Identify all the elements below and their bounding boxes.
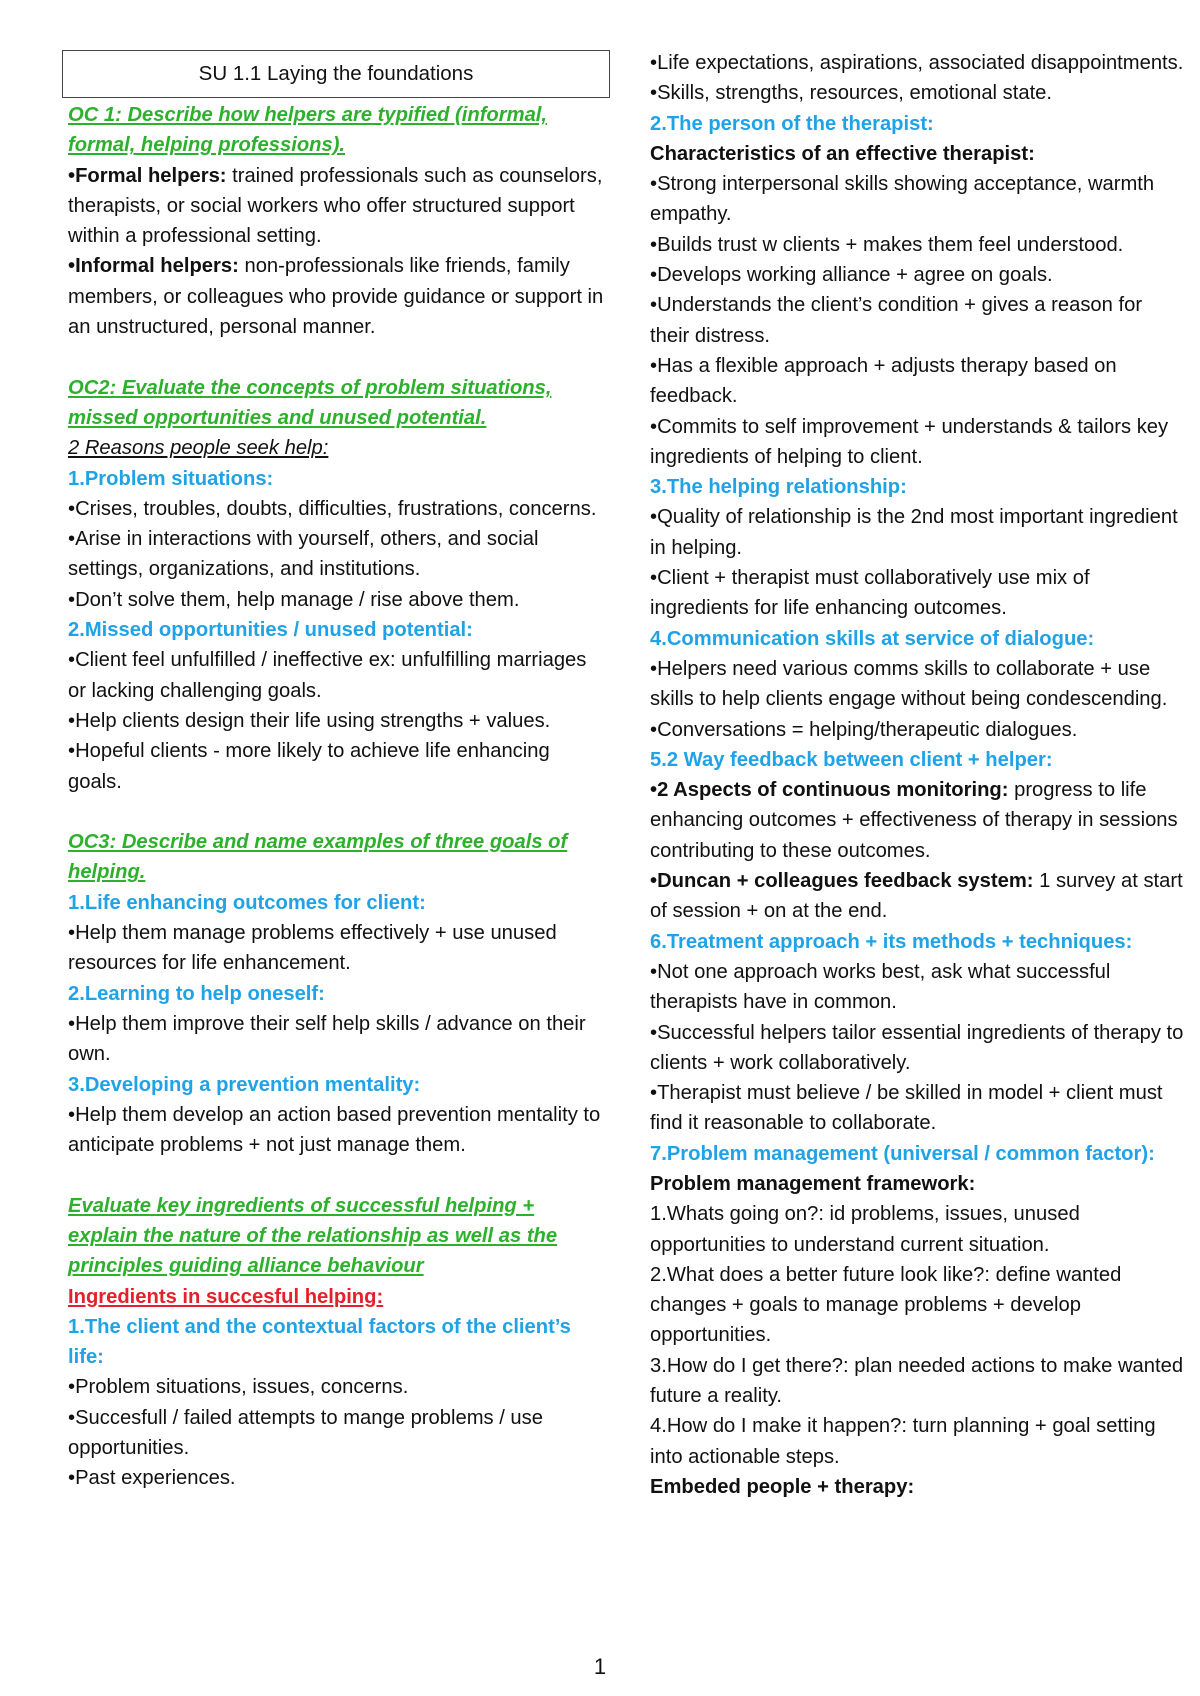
bullet-point: •Past experiences. — [68, 1467, 236, 1490]
left-column — [68, 50, 608, 1494]
bullet-point — [68, 161, 608, 252]
bullet-point — [650, 866, 1185, 927]
bullet-point: •Commits to self improvement + understands & tailors key ingredients of helping to client. — [650, 415, 1169, 468]
subheading: 4.Communication skills at service of dialogue: — [650, 627, 1095, 650]
bullet-point: 2.What does a better future look like?: define wanted changes + goals to manage problems + develop opportunities. — [650, 1263, 1122, 1347]
subheading: 3.Developing a prevention mentality: — [68, 1073, 421, 1096]
bullet-point: •Conversations = helping/therapeutic dialogues. — [650, 718, 1078, 741]
bullet-point: •Don’t solve them, help manage / rise above them. — [68, 588, 520, 611]
bullet-point: 4.How do I make it happen?: turn planning + goal setting into actionable steps. — [650, 1415, 1156, 1468]
bullet-point: •Develops working alliance + agree on goals. — [650, 264, 1053, 287]
bullet-label: •Informal helpers: — [68, 255, 239, 278]
bullet-point: •Crises, troubles, doubts, difficulties, frustrations, concerns. — [68, 497, 597, 520]
subheading: 6.Treatment approach + its methods + techniques: — [650, 930, 1133, 953]
subheading: 1.The client and the contextual factors of the client’s life: — [68, 1315, 571, 1369]
section-heading: OC 1: Describe how helpers are typified (informal, formal, helping professions). — [68, 104, 548, 157]
bullet-point: •Help them develop an action based prevention mentality to anticipate problems + not just manage them. — [68, 1103, 601, 1157]
subheading: 3.The helping relationship: — [650, 476, 907, 499]
right-column — [650, 48, 1185, 1502]
subheading: 2.Learning to help oneself: — [68, 982, 325, 1005]
bullet-point: •Understands the client’s condition + gives a reason for their distress. — [650, 294, 1143, 347]
section-heading: OC3: Describe and name examples of three goals of helping. — [68, 831, 568, 884]
highlight-heading: Ingredients in succesful helping: — [68, 1285, 384, 1308]
bullet-point: •Help them improve their self help skills / advance on their own. — [68, 1012, 586, 1066]
bullet-point: •Builds trust w clients + makes them feel understood. — [650, 233, 1124, 256]
bullet-point: •Quality of relationship is the 2nd most important ingredient in helping. — [650, 506, 1178, 559]
bold-heading: Embeded people + therapy: — [650, 1475, 915, 1498]
bullet-point: •Therapist must believe / be skilled in model + client must find it reasonable to collaborate. — [650, 1082, 1163, 1135]
bullet-point: •Not one approach works best, ask what successful therapists have in common. — [650, 960, 1111, 1014]
spacer — [68, 342, 608, 372]
bullet-text: progress to life enhancing outcomes + effectiveness of therapy in sessions contributing to these outcomes. — [650, 779, 1178, 862]
bullet-point: •Help clients design their life using strengths + values. — [68, 709, 551, 732]
page-title: SU 1.1 Laying the foundations — [62, 50, 610, 98]
section-heading: Evaluate key ingredients of successful helping + explain the nature of the relationship as well as the principles guiding alliance behaviour — [68, 1194, 558, 1278]
bullet-point — [650, 775, 1185, 866]
subheading: 2.Missed opportunities / unused potential: — [68, 619, 473, 642]
subtitle: 2 Reasons people seek help: — [68, 437, 329, 460]
bullet-point: •Help them manage problems effectively + use unused resources for life enhancement. — [68, 922, 557, 975]
bullet-point: 1.Whats going on?: id problems, issues, unused opportunities to understand current situation. — [650, 1203, 1080, 1256]
bullet-label: •Duncan + colleagues feedback system: — [650, 870, 1034, 893]
bullet-point: •Has a flexible approach + adjusts therapy based on feedback. — [650, 354, 1117, 408]
subheading: 7.Problem management (universal / common factor): — [650, 1142, 1155, 1165]
bold-heading: Characteristics of an effective therapist: — [650, 142, 1035, 165]
bullet-point: •Hopeful clients - more likely to achieve life enhancing goals. — [68, 740, 550, 793]
subheading: 1.Life enhancing outcomes for client: — [68, 891, 426, 914]
bullet-point: •Client feel unfulfilled / ineffective ex: unfulfilling marriages or lacking challenging goals. — [68, 649, 587, 702]
subheading: 2.The person of the therapist: — [650, 112, 934, 135]
bullet-point — [68, 251, 608, 342]
spacer — [68, 1160, 608, 1190]
bullet-text: trained professionals such as counselors, therapists, or social workers who offer structured support within a professional setting. — [68, 164, 603, 248]
bullet-point: •Problem situations, issues, concerns. — [68, 1376, 409, 1399]
bullet-point: •Strong interpersonal skills showing acceptance, warmth empathy. — [650, 173, 1155, 226]
subheading: 5.2 Way feedback between client + helper: — [650, 748, 1053, 771]
bullet-point: •Succesfull / failed attempts to mange problems / use opportunities. — [68, 1406, 543, 1460]
section-heading: OC2: Evaluate the concepts of problem situations, missed opportunities and unused potential. — [68, 376, 552, 429]
bullet-point: •Life expectations, aspirations, associated disappointments. — [650, 52, 1184, 74]
bullet-point: •Client + therapist must collaboratively use mix of ingredients for life enhancing outcomes. — [650, 567, 1090, 620]
spacer — [68, 797, 608, 827]
bold-heading: Problem management framework: — [650, 1172, 976, 1195]
bullet-point: •Helpers need various comms skills to collaborate + use skills to help clients engage without being condescending. — [650, 657, 1168, 711]
bullet-point: •Skills, strengths, resources, emotional state. — [650, 82, 1053, 105]
bullet-text: 1 survey at start of session + on at the end. — [650, 870, 1183, 923]
bullet-label: •Formal helpers: — [68, 164, 227, 187]
bullet-point: •Successful helpers tailor essential ingredients of therapy to clients + work collaboratively. — [650, 1021, 1184, 1074]
bullet-point: •Arise in interactions with yourself, others, and social settings, organizations, and institutions. — [68, 528, 539, 581]
bullet-label: •2 Aspects of continuous monitoring: — [650, 779, 1009, 802]
bullet-point: 3.How do I get there?: plan needed actions to make wanted future a reality. — [650, 1354, 1184, 1408]
bullet-text: non-professionals like friends, family members, or colleagues who provide guidance or support in an unstructured, personal manner. — [68, 255, 604, 339]
page-number: 1 — [593, 1654, 607, 1679]
subheading: 1.Problem situations: — [68, 467, 274, 490]
